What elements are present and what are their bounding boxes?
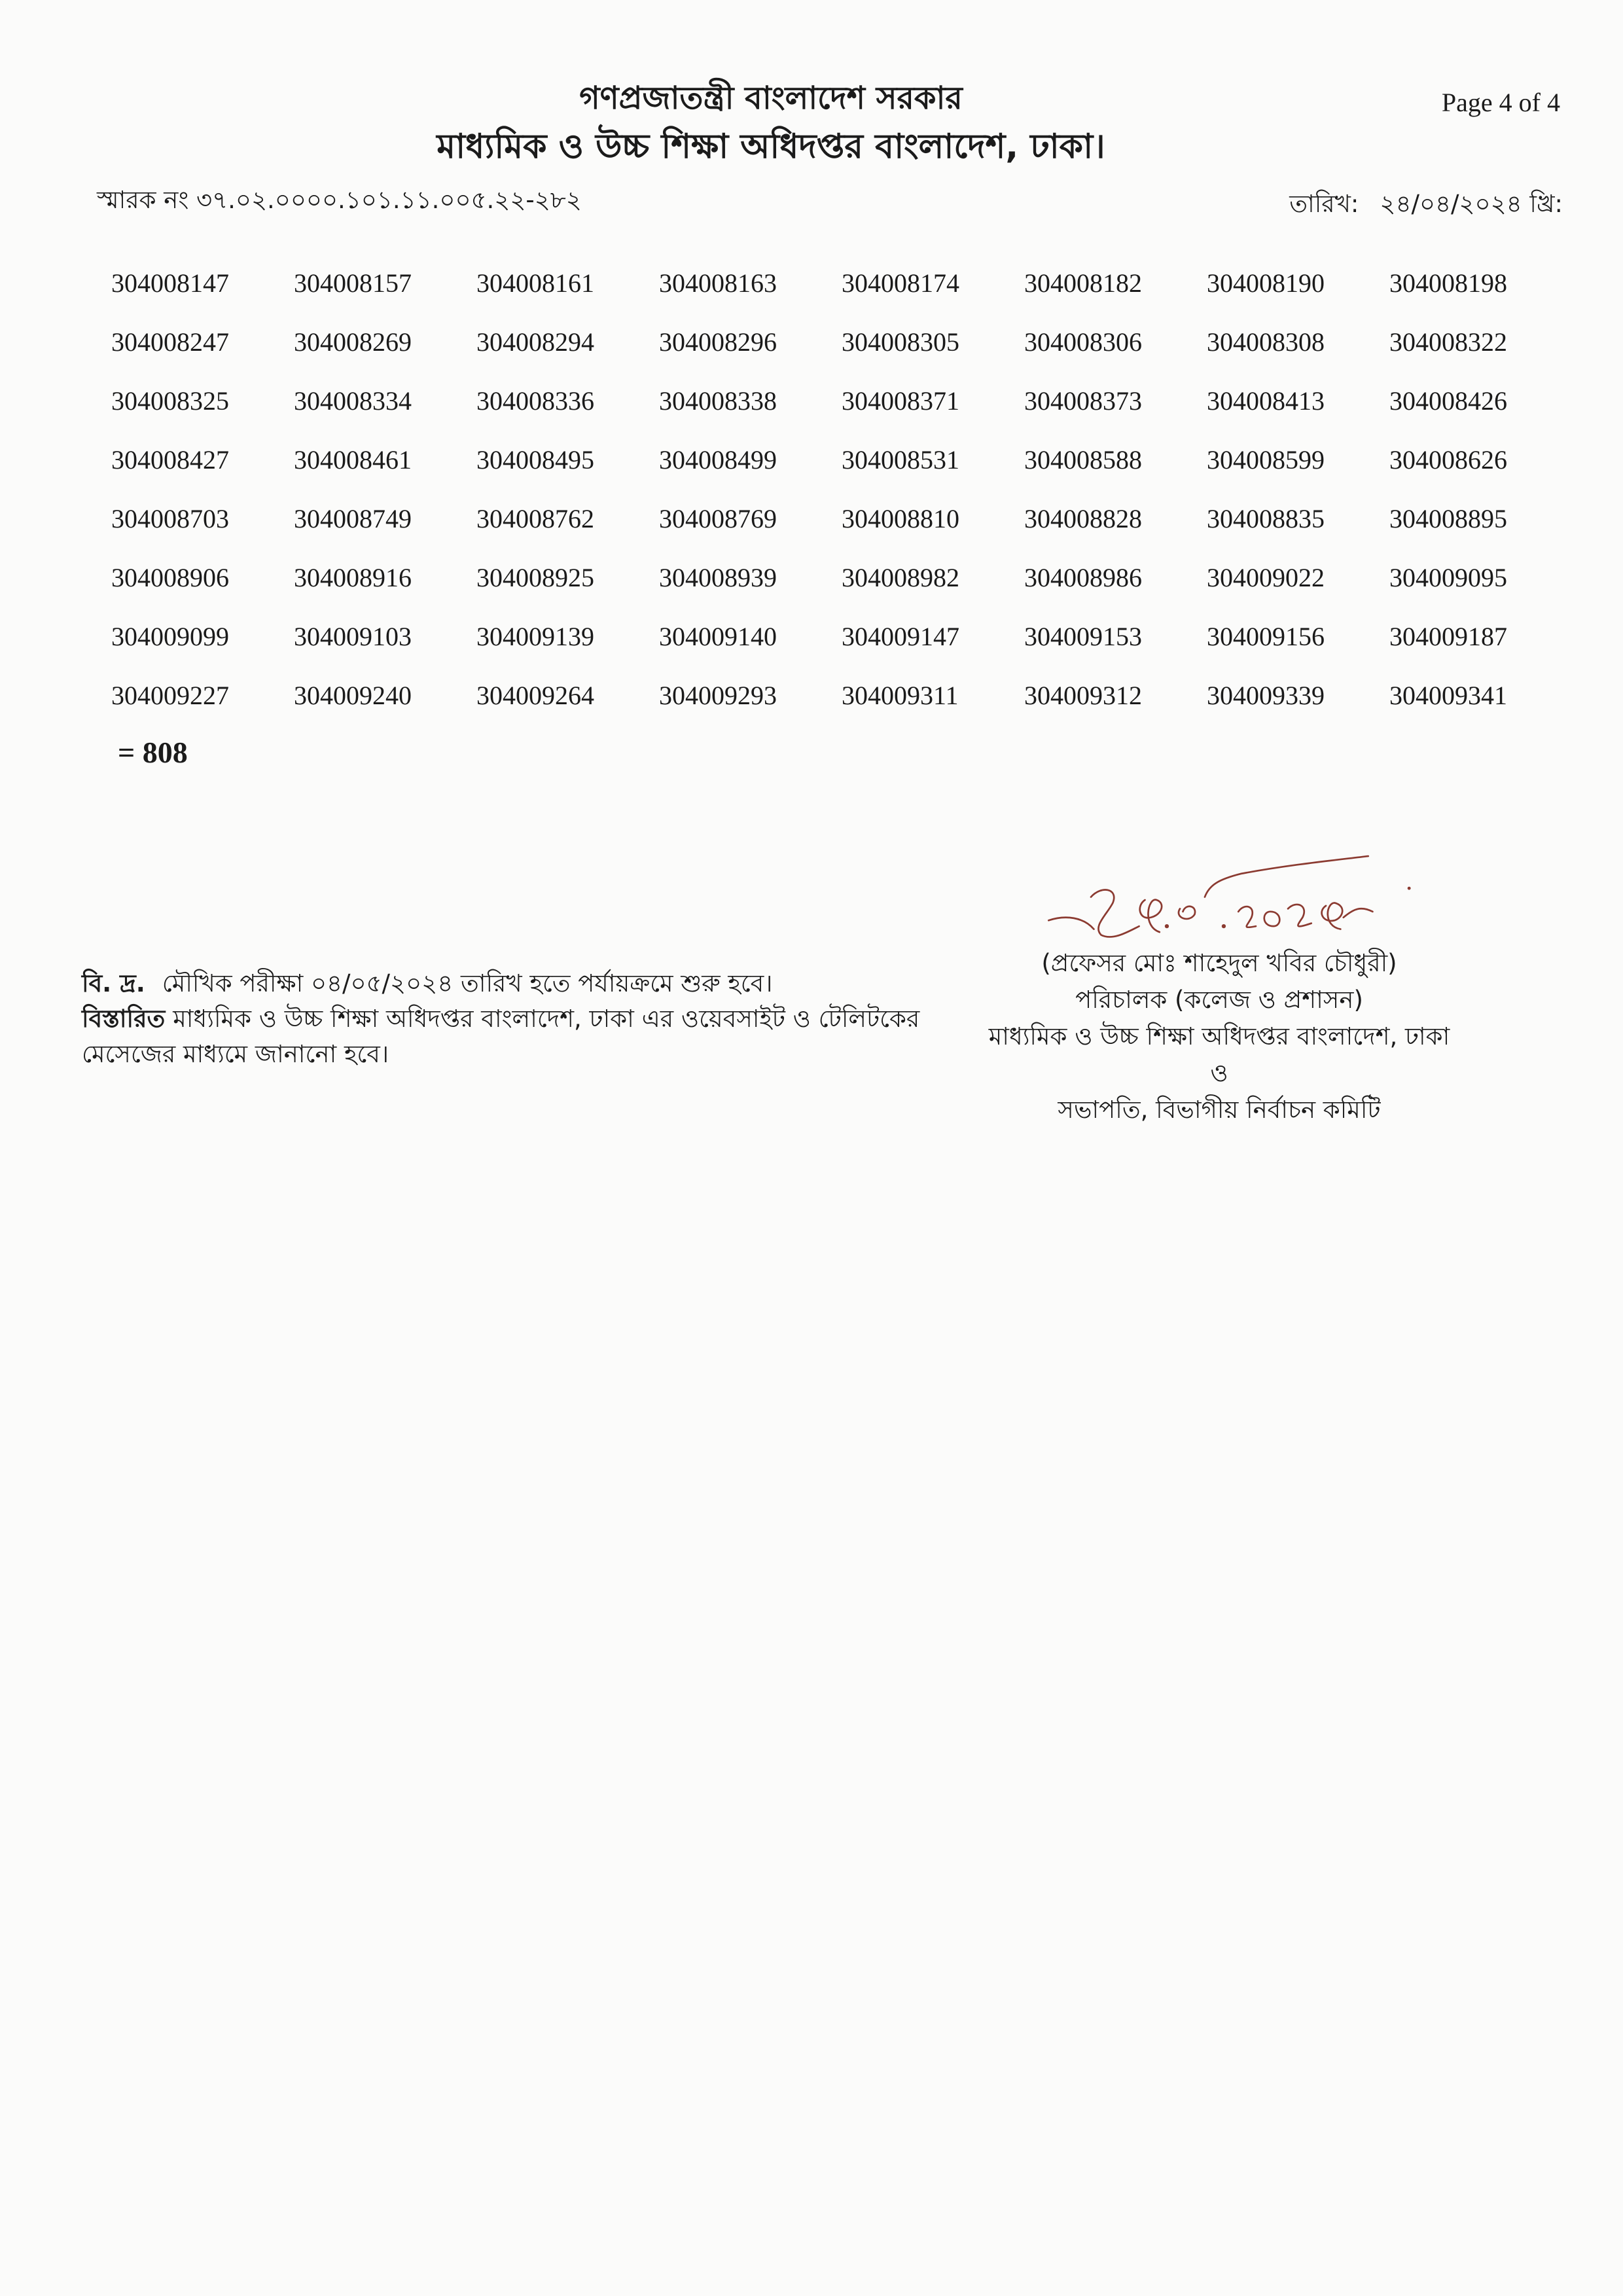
signature-stroke <box>1344 908 1373 918</box>
note-line-1-text: মৌখিক পরীক্ষা ০৪/০৫/২০২৪ তারিখ হতে পর্যায়ক্রমে শুরু হবে। <box>162 969 773 997</box>
roll-number-cell: 304008157 <box>294 268 412 298</box>
roll-number-cell: 304008599 <box>1207 445 1325 475</box>
signatory-office: মাধ্যমিক ও উচ্চ শিক্ষা অধিদপ্তর বাংলাদেশ, ঢাকা <box>988 1022 1450 1050</box>
signature-dot <box>1222 924 1226 928</box>
roll-number-cell: 304008703 <box>111 504 229 533</box>
handwritten-signature <box>1034 844 1440 956</box>
roll-number-cell: 304008810 <box>842 504 959 533</box>
roll-number-cell: 304009311 <box>842 681 959 710</box>
note-line-3: মেসেজের মাধ্যমে জানানো হবে। <box>82 1040 389 1068</box>
roll-number-cell: 304009240 <box>294 681 412 710</box>
roll-number-cell: 304009264 <box>476 681 594 710</box>
roll-number-cell: 304008269 <box>294 327 412 357</box>
note-block <box>82 966 919 1072</box>
roll-number-cell: 304008769 <box>659 504 777 533</box>
signature-dot <box>1165 924 1169 928</box>
roll-number-cell: 304008190 <box>1207 268 1325 298</box>
memo-date <box>1289 188 1563 220</box>
roll-number-cell: 304008322 <box>1389 327 1507 357</box>
roll-number-cell: 304008198 <box>1389 268 1507 298</box>
roll-number-cell: 304008161 <box>476 268 594 298</box>
signature-stroke <box>1288 905 1311 926</box>
roll-number-cell: 304008334 <box>294 386 412 416</box>
note-line-2-text: মাধ্যমিক ও উচ্চ শিক্ষা অধিদপ্তর বাংলাদেশ, ঢাকা এর ওয়েবসাইট ও টেলিটকের <box>173 1005 920 1033</box>
note-label: বি. দ্র. <box>82 969 145 997</box>
roll-number-cell: 304008499 <box>659 445 777 475</box>
roll-number-cell: 304008749 <box>294 504 412 533</box>
roll-number-cell: 304008371 <box>842 386 959 416</box>
signatory-role: সভাপতি, বিভাগীয় নির্বাচন কমিটি <box>1058 1096 1381 1124</box>
roll-number-cell: 304008306 <box>1024 327 1142 357</box>
roll-number-cell: 304009147 <box>842 622 959 651</box>
date-label: তারিখ: <box>1289 190 1359 218</box>
roll-number-cell: 304008762 <box>476 504 594 533</box>
signatory-conjunction: ও <box>1210 1059 1228 1087</box>
roll-number-cell: 304008427 <box>111 445 229 475</box>
roll-number-cell: 304008325 <box>111 386 229 416</box>
roll-number-cell: 304008338 <box>659 386 777 416</box>
roll-number-cell: 304008939 <box>659 563 777 592</box>
total-count: = 808 <box>118 736 188 769</box>
directorate-title: মাধ্যমিক ও উচ্চ শিক্ষা অধিদপ্তর বাংলাদেশ, ঢাকা। <box>437 127 1105 166</box>
signature-stroke <box>1048 918 1094 929</box>
roll-number-cell: 304008828 <box>1024 504 1142 533</box>
roll-number-cell: 304008147 <box>111 268 229 298</box>
signature-stroke <box>1205 856 1368 897</box>
roll-number-cell: 304009022 <box>1207 563 1325 592</box>
roll-number-cell: 304008247 <box>111 327 229 357</box>
roll-number-cell: 304008495 <box>476 445 594 475</box>
roll-number-cell: 304008426 <box>1389 386 1507 416</box>
roll-number-cell: 304008916 <box>294 563 412 592</box>
roll-number-cell: 304008296 <box>659 327 777 357</box>
signature-stroke <box>1322 903 1343 929</box>
roll-number-cell: 304008925 <box>476 563 594 592</box>
roll-number-cell: 304008531 <box>842 445 959 475</box>
roll-number-cell: 304008308 <box>1207 327 1325 357</box>
roll-number-cell: 304008986 <box>1024 563 1142 592</box>
roll-number-cell: 304009103 <box>294 622 412 651</box>
roll-number-cell: 304009153 <box>1024 622 1142 651</box>
signature-stroke <box>1238 906 1256 927</box>
signatory-name: (প্রফেসর মোঃ শাহেদুল খবির চৌধুরী) <box>1041 949 1397 977</box>
signature-stroke <box>1179 906 1195 919</box>
note-line-1 <box>82 966 919 1001</box>
roll-number-cell: 304009341 <box>1389 681 1507 710</box>
signature-dot <box>1408 887 1411 890</box>
roll-number-cell: 304009156 <box>1207 622 1325 651</box>
memo-reference: স্মারক নং ৩৭.০২.০০০০.১০১.১১.০০৫.২২-২৮২ <box>97 186 582 214</box>
roll-number-cell: 304008835 <box>1207 504 1325 533</box>
roll-number-cell: 304008906 <box>111 563 229 592</box>
signatory-block <box>892 945 1546 1128</box>
roll-number-cell: 304008373 <box>1024 386 1142 416</box>
signatory-designation: পরিচালক (কলেজ ও প্রশাসন) <box>1075 986 1363 1014</box>
signature-stroke <box>1140 900 1162 932</box>
roll-number-cell: 304008626 <box>1389 445 1507 475</box>
page-indicator: Page 4 of 4 <box>1441 88 1560 117</box>
roll-number-cell: 304009099 <box>111 622 229 651</box>
roll-number-grid <box>111 268 1572 740</box>
roll-number-cell: 304008982 <box>842 563 959 592</box>
roll-number-cell: 304009339 <box>1207 681 1325 710</box>
roll-number-cell: 304009095 <box>1389 563 1507 592</box>
date-value: ২৪/০৪/২০২৪ খ্রি: <box>1380 190 1563 218</box>
roll-number-cell: 304009140 <box>659 622 777 651</box>
roll-number-cell: 304008413 <box>1207 386 1325 416</box>
roll-number-cell: 304009139 <box>476 622 594 651</box>
roll-number-cell: 304008294 <box>476 327 594 357</box>
roll-number-cell: 304009227 <box>111 681 229 710</box>
roll-number-cell: 304009187 <box>1389 622 1507 651</box>
roll-number-cell: 304008588 <box>1024 445 1142 475</box>
roll-number-cell: 304008163 <box>659 268 777 298</box>
note-line-2-lead: বিস্তারিত <box>82 1005 166 1033</box>
roll-number-cell: 304008182 <box>1024 268 1142 298</box>
roll-number-cell: 304008461 <box>294 445 412 475</box>
roll-number-cell: 304008174 <box>842 268 959 298</box>
government-title: গণপ্রজাতন্ত্রী বাংলাদেশ সরকার <box>579 80 963 117</box>
roll-number-cell: 304008336 <box>476 386 594 416</box>
roll-number-cell: 304009293 <box>659 681 777 710</box>
signature-stroke <box>1091 890 1139 937</box>
roll-number-cell: 304008305 <box>842 327 959 357</box>
note-line-2 <box>82 1001 919 1037</box>
roll-number-cell: 304008895 <box>1389 504 1507 533</box>
roll-number-cell: 304009312 <box>1024 681 1142 710</box>
signature-stroke <box>1264 912 1280 926</box>
